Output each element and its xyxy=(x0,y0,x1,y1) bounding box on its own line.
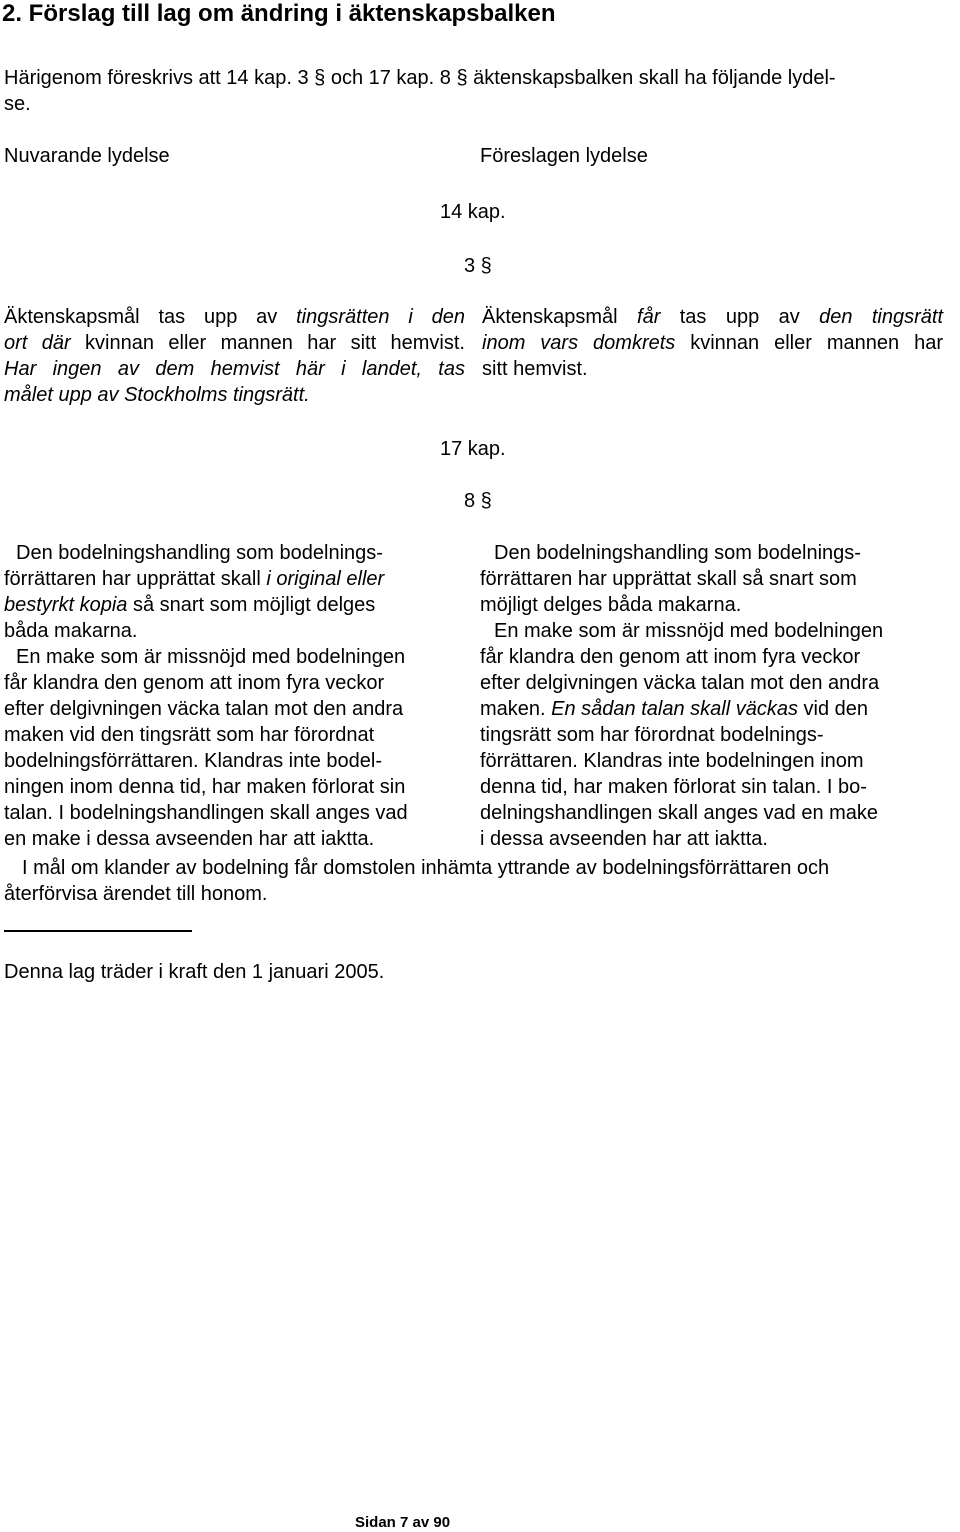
text-line: återförvisa ärendet till honom. xyxy=(4,883,268,905)
column-header-proposed: Föreslagen lydelse xyxy=(480,145,648,167)
text-line: båda makarna. xyxy=(4,620,138,642)
paragraph-3-label: 3 § xyxy=(464,255,492,277)
intro-line-1: Härigenom föreskrivs att 14 kap. 3 § och 17 kap. 8 § äktenskapsbalken skall ha följande lydel- xyxy=(4,67,836,89)
text-line: förrättaren har upprättat skall i original eller xyxy=(4,568,385,590)
text-line: förrättaren. Klandras inte bodelningen inom xyxy=(480,750,864,772)
section1-current-text xyxy=(4,304,465,408)
paragraph-8-label: 8 § xyxy=(464,490,492,512)
section2-common-text xyxy=(4,855,829,907)
text-line: delningshandlingen skall anges vad en make xyxy=(480,802,879,824)
text-line: Äktenskapsmål tas upp av tingsrätten i den xyxy=(4,306,465,328)
intro-paragraph xyxy=(4,65,836,117)
section1-proposed-text xyxy=(482,304,943,382)
section2-proposed-text xyxy=(480,540,883,852)
text-line: denna tid, har maken förlorat sin talan. I bo- xyxy=(480,776,867,798)
text-line: efter delgivningen väcka talan mot den andra xyxy=(4,698,404,720)
chapter-14-label: 14 kap. xyxy=(440,201,506,223)
text-line: Den bodelningshandling som bodelnings- xyxy=(16,542,383,564)
text-line: bestyrkt kopia så snart som möjligt delges xyxy=(4,594,376,616)
intro-line-2: se. xyxy=(4,93,31,115)
column-header-current: Nuvarande lydelse xyxy=(4,145,170,167)
text-line: En make som är missnöjd med bodelningen xyxy=(494,620,884,642)
page-number: Sidan 7 av 90 xyxy=(355,1514,451,1531)
text-line: i dessa avseenden har att iaktta. xyxy=(480,828,768,850)
separator-rule xyxy=(4,930,192,932)
text-line: möjligt delges båda makarna. xyxy=(480,594,742,616)
text-line: En make som är missnöjd med bodelningen xyxy=(16,646,406,668)
text-line: efter delgivningen väcka talan mot den andra xyxy=(480,672,880,694)
text-line: I mål om klander av bodelning får domstolen inhämta yttrande av bodelningsförrättaren och xyxy=(22,857,830,879)
text-line: maken. En sådan talan skall väckas vid den xyxy=(480,698,869,720)
document-heading: 2. Förslag till lag om ändring i äktenskapsbalken xyxy=(2,0,556,27)
text-line: en make i dessa avseenden har att iaktta. xyxy=(4,828,375,850)
text-line: ort där kvinnan eller mannen har sitt hemvist. xyxy=(4,332,465,354)
text-line: inom vars domkrets kvinnan eller mannen har xyxy=(482,332,943,354)
text-line: Den bodelningshandling som bodelnings- xyxy=(494,542,861,564)
section2-current-text xyxy=(4,540,408,852)
text-line: sitt hemvist. xyxy=(482,358,588,380)
text-line: Äktenskapsmål får tas upp av den tingsrätt xyxy=(482,306,943,328)
chapter-17-label: 17 kap. xyxy=(440,438,506,460)
text-line: förrättaren har upprättat skall så snart som xyxy=(480,568,857,590)
text-line: får klandra den genom att inom fyra veckor xyxy=(480,646,861,668)
text-line: får klandra den genom att inom fyra veckor xyxy=(4,672,385,694)
text-line: maken vid den tingsrätt som har förordnat xyxy=(4,724,375,746)
text-line: målet upp av Stockholms tingsrätt. xyxy=(4,384,310,406)
entry-into-force: Denna lag träder i kraft den 1 januari 2005. xyxy=(4,961,385,983)
text-line: ningen inom denna tid, har maken förlorat sin xyxy=(4,776,406,798)
text-line: talan. I bodelningshandlingen skall anges vad xyxy=(4,802,408,824)
text-line: tingsrätt som har förordnat bodelnings- xyxy=(480,724,824,746)
text-line: bodelningsförrättaren. Klandras inte bodel- xyxy=(4,750,383,772)
text-line: Har ingen av dem hemvist här i landet, tas xyxy=(4,358,465,380)
